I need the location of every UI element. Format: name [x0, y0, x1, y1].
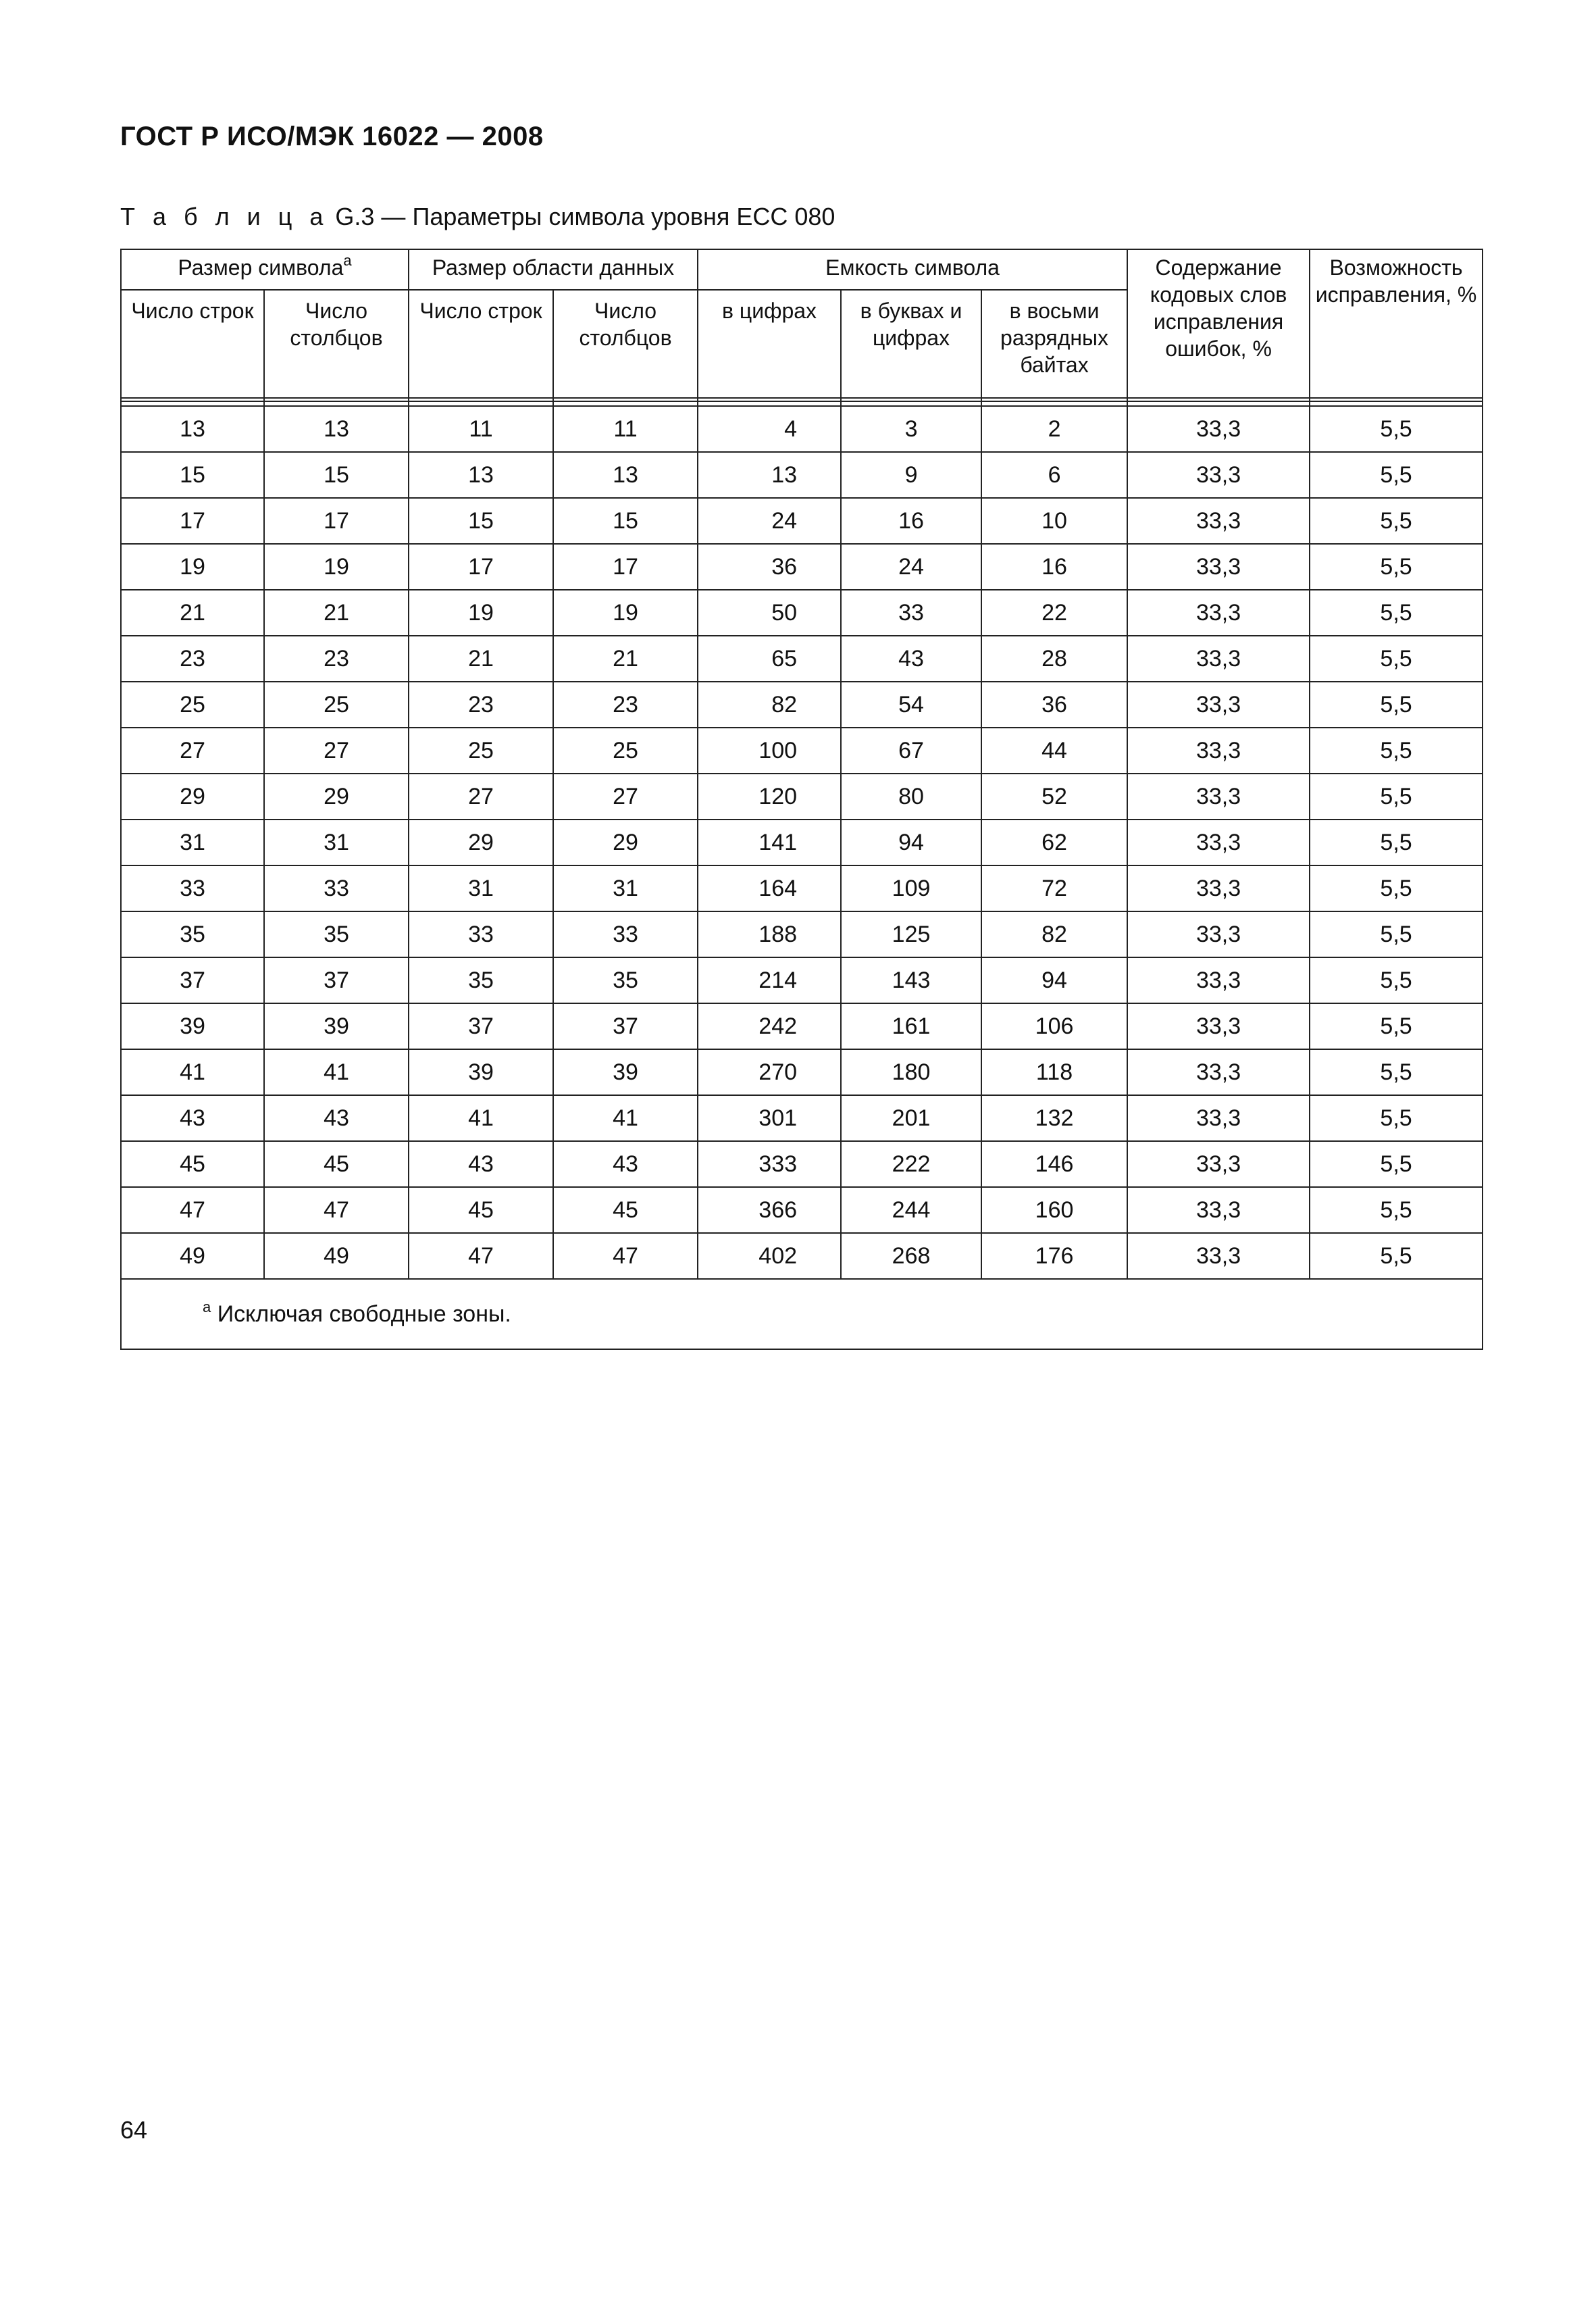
- table-row: [121, 1003, 1483, 1049]
- cell-symbol-rows: 27: [121, 728, 264, 774]
- table-row: [121, 544, 1483, 590]
- cell-symbol-columns: 45: [264, 1141, 409, 1187]
- cell-data-columns: 17: [553, 544, 698, 590]
- cell-symbol-rows: 17: [121, 498, 264, 544]
- table-caption: [120, 203, 835, 231]
- header-capacity-digits: в цифрах: [698, 290, 841, 398]
- cell-symbol-rows: 31: [121, 820, 264, 865]
- cell-ecc-content: 33,3: [1127, 911, 1310, 957]
- header-data-area-size: Размер области данных: [409, 249, 698, 290]
- footnote-text: Исключая свободные зоны.: [211, 1301, 511, 1327]
- cell-data-rows: 31: [409, 865, 553, 911]
- cell-symbol-columns: 33: [264, 865, 409, 911]
- cell-data-columns: 21: [553, 636, 698, 682]
- cell-symbol-columns: 13: [264, 406, 409, 452]
- cell-data-rows: 43: [409, 1141, 553, 1187]
- cell-data-columns: 25: [553, 728, 698, 774]
- cell-symbol-columns: 39: [264, 1003, 409, 1049]
- cell-capacity-alphanumeric: 43: [841, 636, 981, 682]
- cell-capacity-digits: 270: [698, 1049, 841, 1095]
- cell-capacity-alphanumeric: 161: [841, 1003, 981, 1049]
- cell-data-columns: 23: [553, 682, 698, 728]
- header-data-columns: Число столбцов: [553, 290, 698, 398]
- cell-symbol-columns: 25: [264, 682, 409, 728]
- header-separator-row: [121, 398, 1483, 406]
- cell-ecc-content: 33,3: [1127, 636, 1310, 682]
- cell-capacity-bytes: 176: [981, 1233, 1127, 1279]
- cell-ecc-content: 33,3: [1127, 1003, 1310, 1049]
- cell-data-columns: 29: [553, 820, 698, 865]
- table-row: [121, 820, 1483, 865]
- footnote-mark: a: [343, 252, 352, 269]
- cell-ecc-content: 33,3: [1127, 682, 1310, 728]
- cell-symbol-rows: 47: [121, 1187, 264, 1233]
- cell-data-columns: 13: [553, 452, 698, 498]
- table-row: [121, 682, 1483, 728]
- cell-ecc-content: 33,3: [1127, 728, 1310, 774]
- cell-symbol-columns: 23: [264, 636, 409, 682]
- table-row: [121, 1095, 1483, 1141]
- cell-symbol-columns: 47: [264, 1187, 409, 1233]
- cell-data-rows: 39: [409, 1049, 553, 1095]
- table-row: [121, 452, 1483, 498]
- header-data-rows: Число строк: [409, 290, 553, 398]
- cell-capacity-bytes: 6: [981, 452, 1127, 498]
- cell-data-rows: 19: [409, 590, 553, 636]
- table-footnote: [121, 1279, 1483, 1349]
- table-row: [121, 911, 1483, 957]
- table-row: [121, 590, 1483, 636]
- cell-data-rows: 17: [409, 544, 553, 590]
- cell-symbol-columns: 41: [264, 1049, 409, 1095]
- cell-capacity-digits: 366: [698, 1187, 841, 1233]
- footnote-row: [121, 1279, 1483, 1349]
- cell-correction-capability: 5,5: [1310, 498, 1483, 544]
- cell-ecc-content: 33,3: [1127, 452, 1310, 498]
- cell-ecc-content: 33,3: [1127, 1141, 1310, 1187]
- cell-capacity-digits: 188: [698, 911, 841, 957]
- cell-capacity-alphanumeric: 109: [841, 865, 981, 911]
- header-capacity-alphanumeric: в буквах и цифрах: [841, 290, 981, 398]
- cell-ecc-content: 33,3: [1127, 1187, 1310, 1233]
- cell-capacity-digits: 242: [698, 1003, 841, 1049]
- cell-correction-capability: 5,5: [1310, 452, 1483, 498]
- cell-capacity-bytes: 52: [981, 774, 1127, 820]
- header-correction-capability: Возможность исправления, %: [1310, 249, 1483, 398]
- cell-ecc-content: 33,3: [1127, 1049, 1310, 1095]
- cell-data-rows: 29: [409, 820, 553, 865]
- cell-symbol-rows: 41: [121, 1049, 264, 1095]
- cell-ecc-content: 33,3: [1127, 1095, 1310, 1141]
- cell-symbol-rows: 21: [121, 590, 264, 636]
- cell-capacity-bytes: 22: [981, 590, 1127, 636]
- cell-symbol-columns: 37: [264, 957, 409, 1003]
- cell-correction-capability: 5,5: [1310, 682, 1483, 728]
- cell-data-columns: 39: [553, 1049, 698, 1095]
- cell-capacity-alphanumeric: 16: [841, 498, 981, 544]
- cell-ecc-content: 33,3: [1127, 406, 1310, 452]
- cell-capacity-digits: 301: [698, 1095, 841, 1141]
- cell-capacity-digits: 120: [698, 774, 841, 820]
- cell-capacity-digits: 164: [698, 865, 841, 911]
- cell-capacity-digits: 65: [698, 636, 841, 682]
- cell-symbol-rows: 37: [121, 957, 264, 1003]
- cell-data-columns: 45: [553, 1187, 698, 1233]
- cell-capacity-alphanumeric: 143: [841, 957, 981, 1003]
- cell-capacity-alphanumeric: 80: [841, 774, 981, 820]
- header-capacity-bytes: в восьми разрядных байтах: [981, 290, 1127, 398]
- cell-data-columns: 35: [553, 957, 698, 1003]
- table-row: [121, 1187, 1483, 1233]
- cell-capacity-alphanumeric: 67: [841, 728, 981, 774]
- cell-ecc-content: 33,3: [1127, 1233, 1310, 1279]
- cell-data-rows: 15: [409, 498, 553, 544]
- cell-symbol-columns: 29: [264, 774, 409, 820]
- table-row: [121, 728, 1483, 774]
- cell-capacity-digits: 4: [698, 406, 841, 452]
- cell-symbol-rows: 33: [121, 865, 264, 911]
- cell-capacity-alphanumeric: 94: [841, 820, 981, 865]
- cell-symbol-columns: 19: [264, 544, 409, 590]
- symbol-parameters-table: [120, 249, 1483, 1350]
- cell-correction-capability: 5,5: [1310, 728, 1483, 774]
- cell-data-rows: 45: [409, 1187, 553, 1233]
- table-row: [121, 1049, 1483, 1095]
- cell-capacity-alphanumeric: 9: [841, 452, 981, 498]
- table-body: [121, 398, 1483, 1279]
- cell-capacity-alphanumeric: 54: [841, 682, 981, 728]
- cell-correction-capability: 5,5: [1310, 1141, 1483, 1187]
- cell-symbol-rows: 43: [121, 1095, 264, 1141]
- table-row: [121, 498, 1483, 544]
- cell-correction-capability: 5,5: [1310, 911, 1483, 957]
- cell-ecc-content: 33,3: [1127, 544, 1310, 590]
- header-symbol-capacity: Емкость символа: [698, 249, 1127, 290]
- cell-correction-capability: 5,5: [1310, 820, 1483, 865]
- cell-correction-capability: 5,5: [1310, 774, 1483, 820]
- cell-data-rows: 11: [409, 406, 553, 452]
- cell-capacity-digits: 141: [698, 820, 841, 865]
- cell-data-columns: 31: [553, 865, 698, 911]
- cell-capacity-bytes: 44: [981, 728, 1127, 774]
- cell-data-columns: 41: [553, 1095, 698, 1141]
- cell-data-columns: 27: [553, 774, 698, 820]
- cell-data-columns: 37: [553, 1003, 698, 1049]
- cell-symbol-rows: 35: [121, 911, 264, 957]
- cell-capacity-alphanumeric: 201: [841, 1095, 981, 1141]
- cell-capacity-alphanumeric: 24: [841, 544, 981, 590]
- cell-symbol-rows: 29: [121, 774, 264, 820]
- cell-symbol-columns: 15: [264, 452, 409, 498]
- cell-correction-capability: 5,5: [1310, 636, 1483, 682]
- cell-symbol-columns: 27: [264, 728, 409, 774]
- cell-data-rows: 47: [409, 1233, 553, 1279]
- cell-capacity-digits: 214: [698, 957, 841, 1003]
- cell-data-rows: 35: [409, 957, 553, 1003]
- table-row: [121, 865, 1483, 911]
- cell-capacity-alphanumeric: 180: [841, 1049, 981, 1095]
- cell-ecc-content: 33,3: [1127, 957, 1310, 1003]
- cell-capacity-bytes: 16: [981, 544, 1127, 590]
- cell-symbol-columns: 17: [264, 498, 409, 544]
- cell-correction-capability: 5,5: [1310, 406, 1483, 452]
- cell-data-columns: 43: [553, 1141, 698, 1187]
- cell-ecc-content: 33,3: [1127, 590, 1310, 636]
- cell-capacity-bytes: 62: [981, 820, 1127, 865]
- cell-data-rows: 41: [409, 1095, 553, 1141]
- footnote-mark: a: [203, 1298, 211, 1315]
- cell-capacity-bytes: 36: [981, 682, 1127, 728]
- cell-capacity-bytes: 160: [981, 1187, 1127, 1233]
- cell-correction-capability: 5,5: [1310, 590, 1483, 636]
- cell-capacity-bytes: 106: [981, 1003, 1127, 1049]
- cell-ecc-content: 33,3: [1127, 498, 1310, 544]
- cell-data-columns: 47: [553, 1233, 698, 1279]
- cell-symbol-columns: 49: [264, 1233, 409, 1279]
- cell-symbol-columns: 31: [264, 820, 409, 865]
- cell-data-rows: 21: [409, 636, 553, 682]
- cell-data-rows: 33: [409, 911, 553, 957]
- cell-capacity-bytes: 132: [981, 1095, 1127, 1141]
- cell-capacity-bytes: 82: [981, 911, 1127, 957]
- cell-capacity-bytes: 94: [981, 957, 1127, 1003]
- table-row: [121, 1233, 1483, 1279]
- cell-correction-capability: 5,5: [1310, 1187, 1483, 1233]
- cell-data-rows: 27: [409, 774, 553, 820]
- cell-data-rows: 23: [409, 682, 553, 728]
- cell-correction-capability: 5,5: [1310, 1003, 1483, 1049]
- cell-data-rows: 37: [409, 1003, 553, 1049]
- cell-capacity-bytes: 72: [981, 865, 1127, 911]
- cell-symbol-rows: 15: [121, 452, 264, 498]
- cell-correction-capability: 5,5: [1310, 865, 1483, 911]
- cell-capacity-bytes: 146: [981, 1141, 1127, 1187]
- cell-capacity-digits: 82: [698, 682, 841, 728]
- cell-data-rows: 25: [409, 728, 553, 774]
- cell-capacity-alphanumeric: 268: [841, 1233, 981, 1279]
- cell-capacity-alphanumeric: 222: [841, 1141, 981, 1187]
- page-number: 64: [120, 2116, 148, 2144]
- cell-correction-capability: 5,5: [1310, 1049, 1483, 1095]
- cell-ecc-content: 33,3: [1127, 820, 1310, 865]
- cell-data-columns: 11: [553, 406, 698, 452]
- cell-correction-capability: 5,5: [1310, 544, 1483, 590]
- cell-capacity-alphanumeric: 244: [841, 1187, 981, 1233]
- table-caption-prefix: Т а б л и ц а: [120, 203, 329, 230]
- cell-symbol-rows: 25: [121, 682, 264, 728]
- cell-data-rows: 13: [409, 452, 553, 498]
- cell-capacity-alphanumeric: 125: [841, 911, 981, 957]
- table-row: [121, 774, 1483, 820]
- table-caption-text: G.3 — Параметры символа уровня ЕСС 080: [328, 203, 835, 230]
- cell-capacity-digits: 13: [698, 452, 841, 498]
- cell-symbol-rows: 49: [121, 1233, 264, 1279]
- cell-symbol-rows: 19: [121, 544, 264, 590]
- cell-symbol-rows: 45: [121, 1141, 264, 1187]
- cell-symbol-columns: 21: [264, 590, 409, 636]
- cell-capacity-bytes: 28: [981, 636, 1127, 682]
- cell-symbol-rows: 13: [121, 406, 264, 452]
- cell-ecc-content: 33,3: [1127, 774, 1310, 820]
- cell-capacity-digits: 50: [698, 590, 841, 636]
- cell-data-columns: 33: [553, 911, 698, 957]
- cell-capacity-alphanumeric: 3: [841, 406, 981, 452]
- cell-capacity-bytes: 118: [981, 1049, 1127, 1095]
- cell-correction-capability: 5,5: [1310, 1095, 1483, 1141]
- cell-capacity-alphanumeric: 33: [841, 590, 981, 636]
- cell-symbol-columns: 43: [264, 1095, 409, 1141]
- cell-capacity-digits: 36: [698, 544, 841, 590]
- table-row: [121, 957, 1483, 1003]
- cell-capacity-digits: 100: [698, 728, 841, 774]
- cell-capacity-digits: 24: [698, 498, 841, 544]
- header-symbol-rows: Число строк: [121, 290, 264, 398]
- cell-capacity-bytes: 10: [981, 498, 1127, 544]
- header-symbol-columns: Число столбцов: [264, 290, 409, 398]
- header-symbol-size: Размер символа$^a$: [121, 249, 409, 290]
- cell-data-columns: 19: [553, 590, 698, 636]
- cell-data-columns: 15: [553, 498, 698, 544]
- cell-correction-capability: 5,5: [1310, 957, 1483, 1003]
- document-header: ГОСТ Р ИСО/МЭК 16022 — 2008: [120, 122, 544, 151]
- cell-symbol-rows: 39: [121, 1003, 264, 1049]
- header-ecc-content: Содержание кодовых слов исправления ошибок, %: [1127, 249, 1310, 398]
- cell-capacity-digits: 402: [698, 1233, 841, 1279]
- cell-symbol-rows: 23: [121, 636, 264, 682]
- table-header-row-1: [121, 249, 1483, 290]
- cell-ecc-content: 33,3: [1127, 865, 1310, 911]
- cell-capacity-digits: 333: [698, 1141, 841, 1187]
- table-row: [121, 406, 1483, 452]
- cell-correction-capability: 5,5: [1310, 1233, 1483, 1279]
- table-row: [121, 1141, 1483, 1187]
- cell-symbol-columns: 35: [264, 911, 409, 957]
- table-row: [121, 636, 1483, 682]
- cell-capacity-bytes: 2: [981, 406, 1127, 452]
